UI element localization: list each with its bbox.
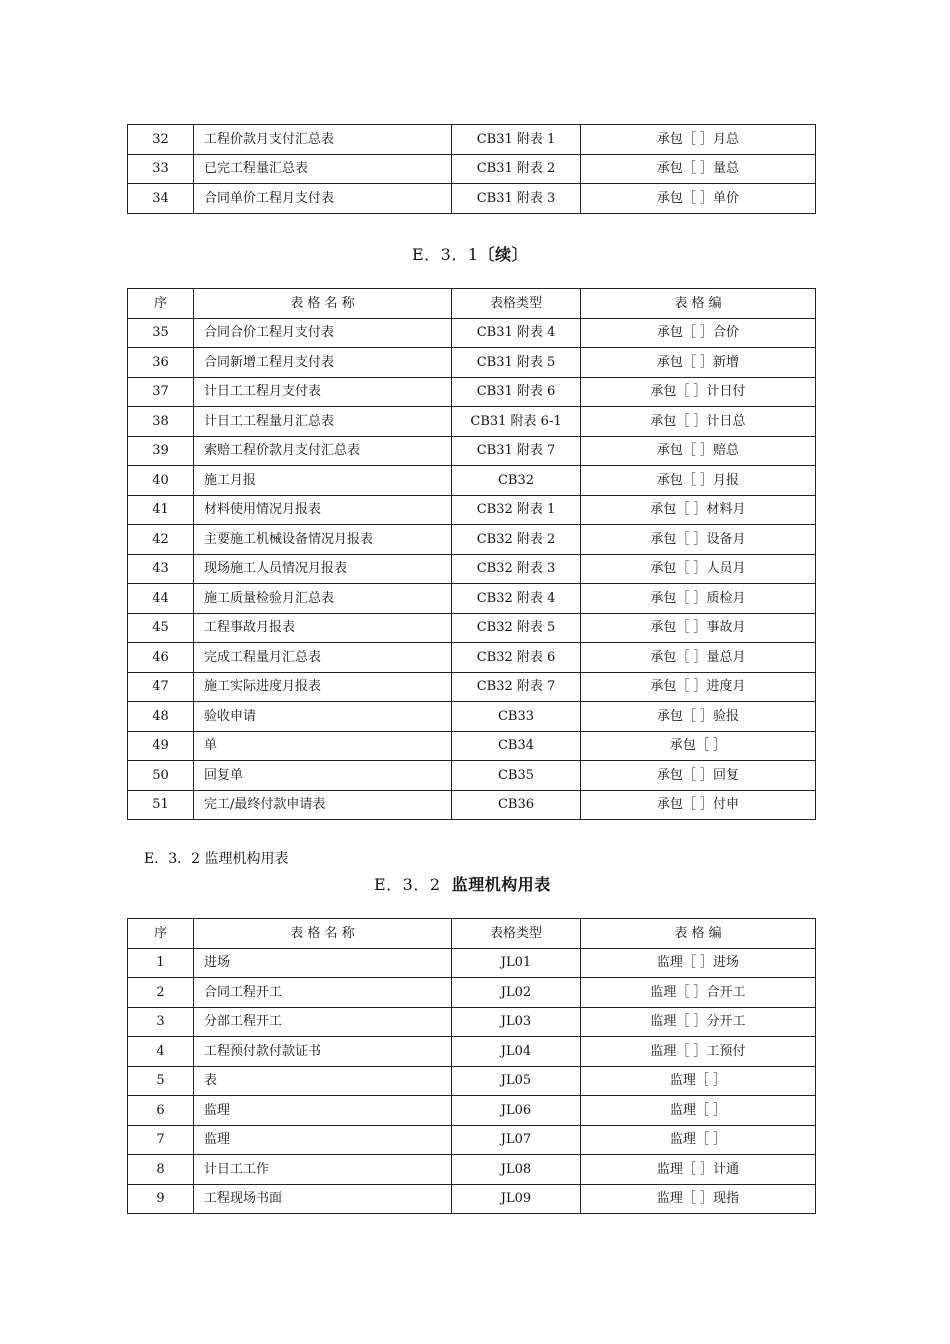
table-header-row: [128, 919, 816, 949]
header-form-code: 表 格 编: [581, 289, 816, 319]
table-row: [128, 672, 816, 702]
cell-seq: 2: [128, 978, 194, 1008]
cell-seq: 34: [128, 184, 194, 214]
cell-form-name: 工程现场书面: [194, 1184, 452, 1214]
cell-form-name: 合同新增工程月支付表: [194, 348, 452, 378]
cell-form-code: 承包［ ］量总月: [581, 643, 816, 673]
cell-form-code: 监理［ ］: [581, 1125, 816, 1155]
heading-e31-continued: [412, 242, 528, 265]
cell-form-type: CB31 附表 2: [452, 154, 581, 184]
cell-form-name: 计日工工程量月汇总表: [194, 407, 452, 437]
cell-form-type: CB31 附表 3: [452, 184, 581, 214]
cell-form-type: JL05: [452, 1066, 581, 1096]
cell-form-type: CB32 附表 1: [452, 495, 581, 525]
table-row: [128, 377, 816, 407]
table-row: [128, 643, 816, 673]
cell-seq: 1: [128, 948, 194, 978]
table-supervision-forms: [127, 918, 816, 1214]
cell-seq: 46: [128, 643, 194, 673]
cell-seq: 32: [128, 125, 194, 155]
cell-form-name: 完工/最终付款申请表: [194, 790, 452, 820]
table-row: [128, 525, 816, 555]
cell-form-name: 计日工工作: [194, 1155, 452, 1185]
cell-form-name: 现场施工人员情况月报表: [194, 554, 452, 584]
cell-form-code: 承包［ ］人员月: [581, 554, 816, 584]
cell-form-code: 承包［ ］计日总: [581, 407, 816, 437]
table-body: [128, 318, 816, 820]
cell-form-code: 监理［ ］计通: [581, 1155, 816, 1185]
cell-form-type: CB32 附表 6: [452, 643, 581, 673]
table-body: [128, 125, 816, 214]
cell-seq: 48: [128, 702, 194, 732]
cell-form-code: 监理［ ］合开工: [581, 978, 816, 1008]
cell-form-code: 监理［ ］现指: [581, 1184, 816, 1214]
cell-form-code: 承包［ ］回复: [581, 761, 816, 791]
cell-form-code: 承包［ ］计日付: [581, 377, 816, 407]
cell-seq: 45: [128, 613, 194, 643]
cell-form-name: 监理: [194, 1125, 452, 1155]
header-form-type: 表格类型: [452, 289, 581, 319]
cell-seq: 49: [128, 731, 194, 761]
cell-form-type: CB32: [452, 466, 581, 496]
cell-form-name: 工程预付款付款证书: [194, 1037, 452, 1067]
heading-e32: [374, 872, 551, 895]
cell-seq: 40: [128, 466, 194, 496]
cell-seq: 4: [128, 1037, 194, 1067]
cell-form-type: CB33: [452, 702, 581, 732]
table-row: [128, 1037, 816, 1067]
cell-form-type: JL02: [452, 978, 581, 1008]
cell-form-name: 监理: [194, 1096, 452, 1126]
heading-number: E．3．1: [412, 245, 479, 264]
cell-form-type: CB34: [452, 731, 581, 761]
table-row: [128, 731, 816, 761]
table-row: [128, 1184, 816, 1214]
header-form-code: 表 格 编: [581, 919, 816, 949]
cell-form-type: CB31 附表 4: [452, 318, 581, 348]
cell-form-type: CB32 附表 3: [452, 554, 581, 584]
table-row: [128, 584, 816, 614]
cell-form-name: 工程价款月支付汇总表: [194, 125, 452, 155]
cell-form-name: 单: [194, 731, 452, 761]
header-form-name: 表 格 名 称: [194, 919, 452, 949]
cell-form-code: 承包［ ］单价: [581, 184, 816, 214]
cell-form-name: 施工月报: [194, 466, 452, 496]
cell-form-name: 计日工工程月支付表: [194, 377, 452, 407]
table-row: [128, 761, 816, 791]
cell-form-name: 已完工程量汇总表: [194, 154, 452, 184]
cell-form-type: CB32 附表 2: [452, 525, 581, 555]
table-row: [128, 1125, 816, 1155]
table-row: [128, 978, 816, 1008]
cell-form-type: CB32 附表 4: [452, 584, 581, 614]
cell-form-type: JL01: [452, 948, 581, 978]
cell-form-code: 承包［ ］月报: [581, 466, 816, 496]
table-row: [128, 613, 816, 643]
table-row: [128, 495, 816, 525]
cell-seq: 42: [128, 525, 194, 555]
cell-form-code: 承包［ ］新增: [581, 348, 816, 378]
cell-form-code: 承包［ ］事故月: [581, 613, 816, 643]
table-row: [128, 436, 816, 466]
cell-form-type: CB31 附表 1: [452, 125, 581, 155]
cell-seq: 3: [128, 1007, 194, 1037]
cell-seq: 47: [128, 672, 194, 702]
cell-form-code: 承包［ ］质检月: [581, 584, 816, 614]
cell-form-type: CB31 附表 6: [452, 377, 581, 407]
table-row: [128, 348, 816, 378]
cell-form-code: 监理［ ］工预付: [581, 1037, 816, 1067]
section-small-heading: E．3．2 监理机构用表: [144, 851, 289, 867]
cell-form-name: 进场: [194, 948, 452, 978]
cell-form-code: 监理［ ］分开工: [581, 1007, 816, 1037]
cell-form-code: 承包［ ］验报: [581, 702, 816, 732]
cell-form-code: 承包［ ］月总: [581, 125, 816, 155]
cell-form-type: CB31 附表 6-1: [452, 407, 581, 437]
cell-form-name: 工程事故月报表: [194, 613, 452, 643]
table-contractor-forms: [127, 288, 816, 820]
heading-title: 监理机构用表: [451, 875, 551, 894]
cell-form-code: 承包［ ］设备月: [581, 525, 816, 555]
cell-form-name: 合同合价工程月支付表: [194, 318, 452, 348]
cell-form-name: 施工实际进度月报表: [194, 672, 452, 702]
table-row: [128, 702, 816, 732]
cell-form-type: CB36: [452, 790, 581, 820]
heading-suffix: 〔续〕: [478, 245, 529, 264]
table-body: [128, 948, 816, 1214]
cell-form-name: 合同单价工程月支付表: [194, 184, 452, 214]
cell-seq: 41: [128, 495, 194, 525]
cell-seq: 6: [128, 1096, 194, 1126]
cell-form-name: 验收申请: [194, 702, 452, 732]
cell-seq: 9: [128, 1184, 194, 1214]
cell-form-name: 完成工程量月汇总表: [194, 643, 452, 673]
cell-form-type: CB31 附表 7: [452, 436, 581, 466]
cell-form-name: 材料使用情况月报表: [194, 495, 452, 525]
cell-form-type: CB35: [452, 761, 581, 791]
cell-seq: 38: [128, 407, 194, 437]
cell-form-name: 合同工程开工: [194, 978, 452, 1008]
cell-form-code: 监理［ ］进场: [581, 948, 816, 978]
table-row: [128, 1155, 816, 1185]
cell-form-type: CB32 附表 5: [452, 613, 581, 643]
cell-form-type: CB32 附表 7: [452, 672, 581, 702]
cell-form-name: 分部工程开工: [194, 1007, 452, 1037]
table-row: [128, 1066, 816, 1096]
cell-seq: 50: [128, 761, 194, 791]
cell-form-code: 监理［ ］: [581, 1096, 816, 1126]
cell-seq: 37: [128, 377, 194, 407]
cell-seq: 33: [128, 154, 194, 184]
cell-form-code: 承包［ ］合价: [581, 318, 816, 348]
table-row: [128, 184, 816, 214]
cell-seq: 36: [128, 348, 194, 378]
cell-seq: 39: [128, 436, 194, 466]
cell-form-code: 承包［ ］量总: [581, 154, 816, 184]
cell-form-type: JL04: [452, 1037, 581, 1067]
cell-form-type: JL08: [452, 1155, 581, 1185]
cell-form-type: CB31 附表 5: [452, 348, 581, 378]
table-row: [128, 318, 816, 348]
cell-form-type: JL07: [452, 1125, 581, 1155]
table-row: [128, 1007, 816, 1037]
cell-seq: 5: [128, 1066, 194, 1096]
header-form-name: 表 格 名 称: [194, 289, 452, 319]
cell-form-name: 施工质量检验月汇总表: [194, 584, 452, 614]
header-form-type: 表格类型: [452, 919, 581, 949]
cell-form-type: JL09: [452, 1184, 581, 1214]
heading-number: E．3．2: [374, 875, 441, 894]
cell-form-code: 承包［ ］赔总: [581, 436, 816, 466]
table-row: [128, 466, 816, 496]
table-row: [128, 948, 816, 978]
cell-form-code: 承包［ ］材料月: [581, 495, 816, 525]
header-seq: 序: [128, 289, 194, 319]
cell-form-name: 回复单: [194, 761, 452, 791]
cell-form-code: 承包［ ］: [581, 731, 816, 761]
table-row: [128, 407, 816, 437]
cell-form-name: 主要施工机械设备情况月报表: [194, 525, 452, 555]
table-header-row: [128, 289, 816, 319]
cell-form-name: 索赔工程价款月支付汇总表: [194, 436, 452, 466]
header-seq: 序: [128, 919, 194, 949]
cell-form-name: 表: [194, 1066, 452, 1096]
cell-seq: 51: [128, 790, 194, 820]
cell-seq: 35: [128, 318, 194, 348]
cell-seq: 43: [128, 554, 194, 584]
cell-form-code: 承包［ ］进度月: [581, 672, 816, 702]
table-row: [128, 154, 816, 184]
cell-form-type: JL06: [452, 1096, 581, 1126]
table-row: [128, 125, 816, 155]
cell-seq: 8: [128, 1155, 194, 1185]
cell-seq: 44: [128, 584, 194, 614]
table-row: [128, 1096, 816, 1126]
table-cb31-continuation: [127, 124, 816, 214]
table-row: [128, 790, 816, 820]
cell-form-code: 监理［ ］: [581, 1066, 816, 1096]
cell-seq: 7: [128, 1125, 194, 1155]
table-row: [128, 554, 816, 584]
cell-form-type: JL03: [452, 1007, 581, 1037]
cell-form-code: 承包［ ］付申: [581, 790, 816, 820]
